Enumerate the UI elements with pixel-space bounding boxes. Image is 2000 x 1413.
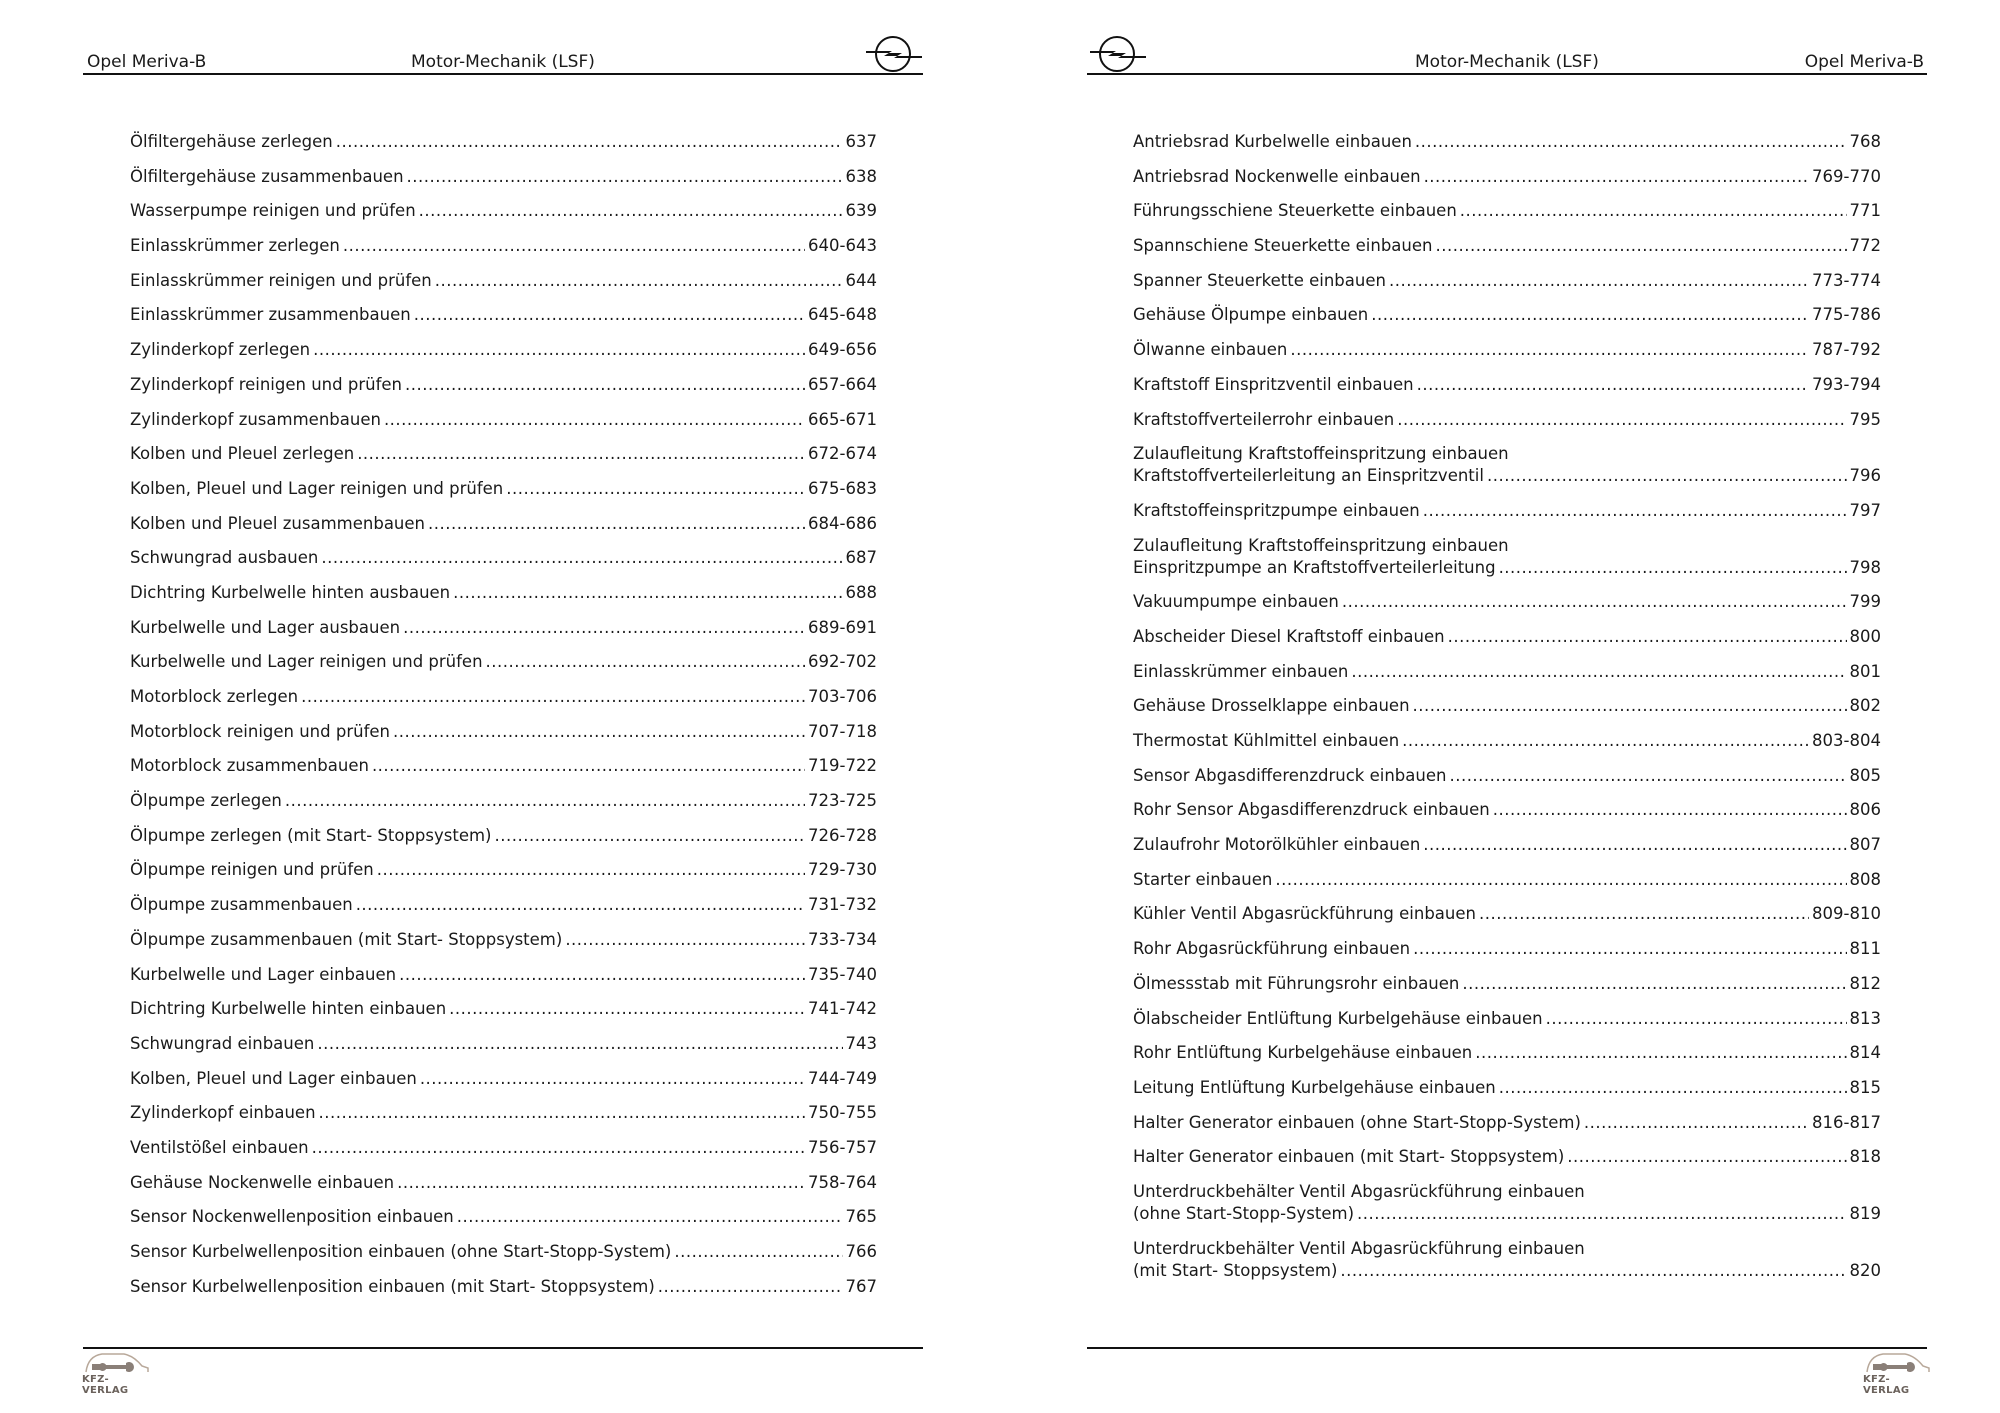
dot-leader bbox=[1462, 973, 1846, 995]
toc-entry-title: Ölfiltergehäuse zerlegen bbox=[130, 132, 333, 151]
toc-entry-pages: 802 bbox=[1849, 696, 1881, 716]
toc-entry-title: Gehäuse Nockenwelle einbauen bbox=[130, 1172, 395, 1192]
toc-entry[interactable] bbox=[1133, 166, 1881, 188]
toc-entry-title: Zylinderkopf zusammenbauen bbox=[130, 409, 381, 429]
toc-entry-title: Ölpumpe reinigen und prüfen bbox=[130, 860, 374, 880]
toc-entry-pages: 672-674 bbox=[808, 444, 877, 464]
toc-entry-title: Sensor Kurbelwellenposition einbauen (ohne Start-Stopp-System) bbox=[130, 1242, 672, 1261]
toc-entry-title: Einlasskrümmer zerlegen bbox=[130, 236, 340, 256]
toc-entry-title: Motorblock reinigen und prüfen bbox=[130, 721, 390, 741]
toc-entry[interactable] bbox=[1133, 903, 1881, 925]
toc-entry-pages: 644 bbox=[845, 270, 877, 290]
toc-entry-title: Ölfiltergehäuse zusammenbauen bbox=[130, 166, 404, 186]
toc-entry[interactable] bbox=[130, 235, 877, 257]
toc-entry[interactable] bbox=[1133, 270, 1881, 292]
header-model: Opel Meriva-B bbox=[87, 52, 207, 72]
toc-entry-pages: 818 bbox=[1849, 1147, 1881, 1167]
toc-entry-title-line1: Unterdruckbehälter Ventil Abgasrückführung einbauen bbox=[1133, 1238, 1585, 1258]
dot-leader bbox=[1371, 304, 1809, 326]
toc-entry[interactable] bbox=[130, 894, 877, 916]
dot-leader bbox=[453, 582, 842, 604]
toc-entry-title: Einlasskrümmer einbauen bbox=[1133, 661, 1349, 681]
dot-leader bbox=[357, 443, 805, 465]
toc-entry[interactable] bbox=[1133, 695, 1881, 717]
toc-entry-pages: 767 bbox=[845, 1276, 877, 1296]
dot-leader bbox=[486, 651, 806, 673]
toc-entry-pages: 819 bbox=[1849, 1203, 1881, 1223]
toc-entry[interactable] bbox=[130, 1033, 877, 1055]
dot-leader bbox=[1290, 339, 1809, 361]
toc-entry[interactable] bbox=[1133, 626, 1881, 648]
dot-leader bbox=[399, 964, 805, 986]
dot-leader bbox=[1423, 834, 1846, 856]
toc-entry-title: Kolben, Pleuel und Lager reinigen und prüfen bbox=[130, 478, 504, 498]
toc-entry-title: Kraftstoffverteilerrohr einbauen bbox=[1133, 409, 1395, 429]
dot-leader bbox=[403, 617, 805, 639]
dot-leader bbox=[495, 825, 806, 847]
toc-entry-title: (mit Start- Stoppsystem) bbox=[1133, 1260, 1338, 1280]
dot-leader bbox=[1584, 1112, 1809, 1134]
toc-entry-title: Zulaufrohr Motorölkühler einbauen bbox=[1133, 835, 1421, 855]
dot-leader bbox=[377, 859, 805, 881]
toc-entry-pages: 807 bbox=[1849, 835, 1881, 855]
toc-entry-pages: 808 bbox=[1849, 869, 1881, 889]
toc-entry-title: Zylinderkopf reinigen und prüfen bbox=[130, 374, 402, 394]
toc-entry[interactable] bbox=[130, 304, 877, 326]
toc-entry[interactable] bbox=[1133, 938, 1881, 960]
dot-leader bbox=[1423, 500, 1847, 522]
toc-entry[interactable] bbox=[130, 859, 877, 881]
dot-leader bbox=[321, 547, 842, 569]
toc-entry-pages: 640-643 bbox=[808, 236, 877, 256]
toc-entry[interactable] bbox=[130, 270, 877, 292]
kfz-verlag-logo: KFZ-VERLAG bbox=[82, 1350, 152, 1392]
toc-entry-pages: 649-656 bbox=[808, 340, 877, 360]
toc-entry-pages: 820 bbox=[1849, 1260, 1881, 1280]
dot-leader bbox=[428, 513, 805, 535]
toc-entry[interactable] bbox=[130, 825, 877, 847]
toc-entry-pages: 703-706 bbox=[808, 687, 877, 706]
toc-entry-title: Gehäuse Ölpumpe einbauen bbox=[1133, 305, 1369, 325]
toc-entry-title-line1: Unterdruckbehälter Ventil Abgasrückführung einbauen bbox=[1133, 1181, 1585, 1201]
dot-leader bbox=[393, 721, 805, 743]
toc-entry-title: Ölpumpe zerlegen (mit Start- Stoppsystem) bbox=[130, 825, 492, 845]
toc-entry[interactable] bbox=[1133, 1077, 1881, 1099]
toc-entry-title: Halter Generator einbauen (ohne Start-Stopp-System) bbox=[1133, 1112, 1581, 1132]
toc-entry-pages: 803-804 bbox=[1812, 731, 1881, 750]
toc-entry-title: Einspritzpumpe an Kraftstoffverteilerleitung bbox=[1133, 557, 1496, 577]
toc-entry-pages: 723-725 bbox=[808, 791, 877, 811]
kfz-verlag-logo: KFZ-VERLAG bbox=[1863, 1350, 1933, 1392]
toc-entry-title: Sensor Nockenwellenposition einbauen bbox=[130, 1207, 454, 1227]
toc-entry-title: Kurbelwelle und Lager ausbauen bbox=[130, 617, 401, 637]
opel-logo-icon bbox=[862, 34, 924, 74]
toc-entry-title: Einlasskrümmer reinigen und prüfen bbox=[130, 270, 432, 290]
toc-entry-pages: 798 bbox=[1849, 557, 1881, 577]
toc-entry[interactable] bbox=[130, 200, 877, 222]
toc-entry-title: Wasserpumpe reinigen und prüfen bbox=[130, 201, 416, 221]
toc-entry-title: Sensor Abgasdifferenzdruck einbauen bbox=[1133, 765, 1447, 785]
toc-entry-title-line1: Zulaufleitung Kraftstoffeinspritzung einbauen bbox=[1133, 444, 1509, 464]
toc-entry[interactable] bbox=[130, 1068, 877, 1090]
toc-entry[interactable] bbox=[1133, 443, 1881, 487]
toc-entry-title: Einlasskrümmer zusammenbauen bbox=[130, 305, 411, 325]
toc-entry[interactable] bbox=[130, 721, 877, 743]
dot-leader bbox=[506, 478, 805, 500]
toc-entry-pages: 814 bbox=[1849, 1043, 1881, 1063]
toc-entry-title: Ventilstößel einbauen bbox=[130, 1137, 309, 1157]
dot-leader bbox=[1275, 869, 1846, 891]
toc-entry[interactable] bbox=[1133, 409, 1881, 431]
dot-leader bbox=[658, 1276, 843, 1298]
toc-entry[interactable] bbox=[130, 790, 877, 812]
dot-leader bbox=[1413, 695, 1847, 717]
toc-entry[interactable] bbox=[130, 582, 877, 604]
toc-entry[interactable] bbox=[130, 374, 877, 396]
dot-leader bbox=[1448, 626, 1847, 648]
header-rule bbox=[83, 73, 923, 75]
toc-entry-pages: 815 bbox=[1849, 1077, 1881, 1097]
toc-entry-title: Ölmessstab mit Führungsrohr einbauen bbox=[1133, 973, 1460, 993]
toc-entry-pages: 692-702 bbox=[808, 652, 877, 672]
dot-leader bbox=[356, 894, 805, 916]
toc-entry-pages: 637 bbox=[845, 132, 877, 151]
dot-leader bbox=[285, 790, 805, 812]
toc-entry-pages: 733-734 bbox=[808, 929, 877, 949]
dot-leader bbox=[1499, 557, 1847, 579]
toc-entry-title: Schwungrad ausbauen bbox=[130, 548, 319, 568]
dot-leader bbox=[1487, 465, 1847, 487]
toc-entry-pages: 795 bbox=[1849, 409, 1881, 429]
toc-entry[interactable] bbox=[130, 686, 877, 708]
toc-entry[interactable] bbox=[1133, 1238, 1881, 1282]
toc-entry-pages: 719-722 bbox=[808, 756, 877, 776]
toc-entry-title: (ohne Start-Stopp-System) bbox=[1133, 1203, 1355, 1223]
toc-entry-title: Kühler Ventil Abgasrückführung einbauen bbox=[1133, 904, 1476, 924]
dot-leader bbox=[397, 1172, 805, 1194]
toc-entry-pages: 787-792 bbox=[1812, 340, 1881, 360]
right-page bbox=[1000, 0, 2000, 1413]
toc-entry-title-line1: Zulaufleitung Kraftstoffeinspritzung einbauen bbox=[1133, 535, 1509, 555]
toc-entry-pages: 766 bbox=[845, 1242, 877, 1261]
toc-entry-pages: 688 bbox=[845, 582, 877, 602]
toc-entry[interactable] bbox=[130, 998, 877, 1020]
toc-entry-pages: 638 bbox=[845, 166, 877, 186]
dot-leader bbox=[312, 1137, 805, 1159]
toc-entry[interactable] bbox=[1133, 235, 1881, 257]
toc-entry-title: Schwungrad einbauen bbox=[130, 1033, 315, 1053]
dot-leader bbox=[419, 200, 843, 222]
toc-entry[interactable] bbox=[130, 651, 877, 673]
opel-logo-icon bbox=[1086, 34, 1148, 74]
toc-entry-title: Ölpumpe zerlegen bbox=[130, 791, 282, 811]
toc-entry[interactable] bbox=[1133, 131, 1881, 153]
toc-entry-title: Ölwanne einbauen bbox=[1133, 340, 1288, 360]
toc-entry-pages: 809-810 bbox=[1812, 904, 1881, 924]
toc-entry-title: Ölpumpe zusammenbauen (mit Start- Stoppsystem) bbox=[130, 929, 563, 949]
toc-entry-title: Motorblock zerlegen bbox=[130, 687, 299, 706]
toc-entry[interactable] bbox=[1133, 834, 1881, 856]
toc-entry-title: Leitung Entlüftung Kurbelgehäuse einbauen bbox=[1133, 1077, 1496, 1097]
toc-entry-title: Antriebsrad Nockenwelle einbauen bbox=[1133, 166, 1421, 186]
dot-leader bbox=[1351, 661, 1846, 683]
dot-leader bbox=[1415, 131, 1847, 153]
dot-leader bbox=[384, 409, 805, 431]
toc-entry-title: Thermostat Kühlmittel einbauen bbox=[1133, 731, 1400, 750]
dot-leader bbox=[1424, 166, 1809, 188]
toc-entry[interactable] bbox=[130, 755, 877, 777]
dot-leader bbox=[313, 339, 805, 361]
toc-entry[interactable] bbox=[1133, 1112, 1881, 1134]
toc-entry[interactable] bbox=[1133, 765, 1881, 787]
toc-entry-pages: 743 bbox=[845, 1033, 877, 1053]
toc-entry[interactable] bbox=[130, 1137, 877, 1159]
toc-entry-pages: 657-664 bbox=[808, 374, 877, 394]
footer-rule bbox=[83, 1347, 923, 1349]
dot-leader bbox=[1546, 1008, 1847, 1030]
toc-entry-pages: 812 bbox=[1849, 973, 1881, 993]
header-section: Motor-Mechanik (LSF) bbox=[411, 52, 595, 72]
dot-leader bbox=[1479, 903, 1809, 925]
toc-entry-pages: 768 bbox=[1849, 132, 1881, 151]
toc-entry-title: Starter einbauen bbox=[1133, 869, 1273, 889]
toc-entry-pages: 758-764 bbox=[808, 1172, 877, 1192]
toc-entry[interactable] bbox=[130, 1241, 877, 1263]
toc-entry-pages: 799 bbox=[1849, 592, 1881, 612]
toc-entry[interactable] bbox=[1133, 1042, 1881, 1064]
header-rule bbox=[1087, 73, 1927, 75]
dot-leader bbox=[1460, 200, 1847, 222]
dot-leader bbox=[343, 235, 805, 257]
toc-entry-title: Zylinderkopf zerlegen bbox=[130, 340, 311, 360]
toc-entry-pages: 731-732 bbox=[808, 895, 877, 915]
dot-leader bbox=[449, 998, 805, 1020]
toc-entry-title: Rohr Entlüftung Kurbelgehäuse einbauen bbox=[1133, 1043, 1473, 1063]
toc-entry-title: Kraftstoffverteilerleitung an Einspritzventil bbox=[1133, 466, 1484, 486]
toc-entry-pages: 801 bbox=[1849, 661, 1881, 681]
toc-list bbox=[1133, 131, 1881, 1294]
dot-leader bbox=[1342, 591, 1847, 613]
toc-entry[interactable] bbox=[1133, 799, 1881, 821]
toc-entry-title: Motorblock zusammenbauen bbox=[130, 756, 369, 776]
dot-leader bbox=[1475, 1042, 1846, 1064]
toc-entry[interactable] bbox=[1133, 661, 1881, 683]
toc-entry-title: Kurbelwelle und Lager einbauen bbox=[130, 964, 397, 984]
dot-leader bbox=[317, 1033, 842, 1055]
toc-entry-title: Gehäuse Drosselklappe einbauen bbox=[1133, 696, 1410, 716]
toc-entry-pages: 741-742 bbox=[808, 999, 877, 1019]
toc-entry-pages: 772 bbox=[1849, 236, 1881, 256]
toc-entry-title: Vakuumpumpe einbauen bbox=[1133, 592, 1339, 612]
dot-leader bbox=[1417, 374, 1809, 396]
dot-leader bbox=[435, 270, 843, 292]
dot-leader bbox=[565, 929, 805, 951]
toc-entry-title: Kolben und Pleuel zerlegen bbox=[130, 444, 355, 464]
toc-entry-title: Halter Generator einbauen (mit Start- Stoppsystem) bbox=[1133, 1147, 1565, 1167]
toc-entry[interactable] bbox=[1133, 339, 1881, 361]
toc-entry[interactable] bbox=[130, 339, 877, 361]
dot-leader bbox=[1493, 799, 1847, 821]
toc-entry-pages: 793-794 bbox=[1812, 374, 1881, 394]
toc-entry-title: Sensor Kurbelwellenposition einbauen (mit Start- Stoppsystem) bbox=[130, 1276, 655, 1296]
toc-entry-title: Führungsschiene Steuerkette einbauen bbox=[1133, 201, 1457, 221]
toc-entry-pages: 707-718 bbox=[808, 721, 877, 741]
toc-entry-pages: 765 bbox=[845, 1207, 877, 1227]
dot-leader bbox=[1402, 730, 1809, 752]
toc-entry-title: Ölpumpe zusammenbauen bbox=[130, 895, 353, 915]
dot-leader bbox=[674, 1241, 842, 1263]
toc-entry-pages: 687 bbox=[845, 548, 877, 568]
toc-entry-title: Kolben und Pleuel zusammenbauen bbox=[130, 513, 425, 533]
toc-entry-pages: 816-817 bbox=[1812, 1112, 1881, 1132]
toc-entry-title: Abscheider Diesel Kraftstoff einbauen bbox=[1133, 626, 1445, 646]
dot-leader bbox=[319, 1102, 806, 1124]
toc-entry-title: Kolben, Pleuel und Lager einbauen bbox=[130, 1068, 417, 1088]
toc-entry[interactable] bbox=[130, 166, 877, 188]
toc-entry-pages: 744-749 bbox=[808, 1068, 877, 1088]
toc-entry-pages: 775-786 bbox=[1812, 305, 1881, 325]
toc-entry-pages: 729-730 bbox=[808, 860, 877, 880]
dot-leader bbox=[1389, 270, 1809, 292]
dot-leader bbox=[420, 1068, 805, 1090]
toc-entry[interactable] bbox=[130, 513, 877, 535]
dot-leader bbox=[1340, 1260, 1846, 1282]
dot-leader bbox=[1567, 1146, 1846, 1168]
toc-entry[interactable] bbox=[130, 929, 877, 951]
header-model: Opel Meriva-B bbox=[1804, 52, 1924, 72]
toc-entry[interactable] bbox=[1133, 591, 1881, 613]
dot-leader bbox=[407, 166, 843, 188]
toc-entry-pages: 769-770 bbox=[1812, 166, 1881, 186]
toc-entry[interactable] bbox=[1133, 374, 1881, 396]
dot-leader bbox=[1449, 765, 1846, 787]
toc-entry-pages: 665-671 bbox=[808, 409, 877, 429]
toc-entry[interactable] bbox=[130, 1172, 877, 1194]
toc-entry[interactable] bbox=[1133, 730, 1881, 752]
toc-entry-pages: 800 bbox=[1849, 626, 1881, 646]
toc-entry[interactable] bbox=[1133, 1146, 1881, 1168]
toc-entry-pages: 735-740 bbox=[808, 964, 877, 984]
toc-entry-pages: 773-774 bbox=[1812, 270, 1881, 290]
dot-leader bbox=[372, 755, 805, 777]
toc-entry-pages: 684-686 bbox=[808, 513, 877, 533]
dot-leader bbox=[1413, 938, 1846, 960]
toc-entry-pages: 796 bbox=[1849, 466, 1881, 486]
toc-entry[interactable] bbox=[130, 478, 877, 500]
toc-entry-pages: 771 bbox=[1849, 201, 1881, 221]
toc-entry[interactable] bbox=[130, 964, 877, 986]
dot-leader bbox=[457, 1206, 843, 1228]
toc-entry-title: Kraftstoff Einspritzventil einbauen bbox=[1133, 374, 1414, 394]
toc-list bbox=[130, 131, 877, 1310]
toc-entry[interactable] bbox=[130, 1206, 877, 1228]
toc-entry[interactable] bbox=[1133, 973, 1881, 995]
toc-entry-pages: 726-728 bbox=[808, 825, 877, 845]
toc-entry[interactable] bbox=[130, 547, 877, 569]
toc-entry-pages: 806 bbox=[1849, 800, 1881, 820]
toc-entry-pages: 675-683 bbox=[808, 478, 877, 498]
dot-leader bbox=[301, 686, 805, 708]
header-section: Motor-Mechanik (LSF) bbox=[1415, 52, 1599, 72]
toc-entry[interactable] bbox=[130, 617, 877, 639]
toc-entry[interactable] bbox=[1133, 1008, 1881, 1030]
toc-entry-title: Dichtring Kurbelwelle hinten ausbauen bbox=[130, 582, 451, 602]
toc-entry[interactable] bbox=[1133, 869, 1881, 891]
toc-entry-pages: 645-648 bbox=[808, 305, 877, 325]
toc-entry-pages: 813 bbox=[1849, 1008, 1881, 1028]
dot-leader bbox=[1397, 409, 1846, 431]
toc-entry[interactable] bbox=[1133, 200, 1881, 222]
toc-entry[interactable] bbox=[1133, 1181, 1881, 1225]
toc-entry-title: Kurbelwelle und Lager reinigen und prüfen bbox=[130, 652, 483, 672]
toc-entry-title: Kraftstoffeinspritzpumpe einbauen bbox=[1133, 500, 1420, 520]
toc-entry-pages: 811 bbox=[1849, 939, 1881, 959]
toc-entry-title: Rohr Abgasrückführung einbauen bbox=[1133, 939, 1411, 959]
toc-entry[interactable] bbox=[130, 1102, 877, 1124]
toc-entry[interactable] bbox=[1133, 535, 1881, 579]
dot-leader bbox=[405, 374, 805, 396]
dot-leader bbox=[1499, 1077, 1847, 1099]
toc-entry-pages: 805 bbox=[1849, 765, 1881, 785]
dot-leader bbox=[1357, 1203, 1846, 1225]
toc-entry-pages: 750-755 bbox=[808, 1103, 877, 1123]
toc-entry[interactable] bbox=[130, 409, 877, 431]
toc-entry-pages: 689-691 bbox=[808, 617, 877, 637]
toc-entry-pages: 797 bbox=[1849, 500, 1881, 520]
toc-entry-pages: 756-757 bbox=[808, 1137, 877, 1157]
dot-leader bbox=[336, 131, 843, 153]
toc-entry[interactable] bbox=[130, 1276, 877, 1298]
toc-entry[interactable] bbox=[1133, 500, 1881, 522]
toc-entry-title: Antriebsrad Kurbelwelle einbauen bbox=[1133, 132, 1412, 151]
dot-leader bbox=[1435, 235, 1846, 257]
toc-entry[interactable] bbox=[130, 443, 877, 465]
toc-entry-title: Rohr Sensor Abgasdifferenzdruck einbauen bbox=[1133, 800, 1490, 820]
dot-leader bbox=[414, 304, 805, 326]
toc-entry-pages: 639 bbox=[845, 201, 877, 221]
toc-entry-title: Dichtring Kurbelwelle hinten einbauen bbox=[130, 999, 447, 1019]
toc-entry-title: Spannschiene Steuerkette einbauen bbox=[1133, 236, 1433, 256]
footer-rule bbox=[1087, 1347, 1927, 1349]
toc-entry-title: Ölabscheider Entlüftung Kurbelgehäuse einbauen bbox=[1133, 1008, 1543, 1028]
toc-entry-title: Spanner Steuerkette einbauen bbox=[1133, 270, 1386, 290]
toc-entry-title: Zylinderkopf einbauen bbox=[130, 1103, 316, 1123]
toc-entry[interactable] bbox=[130, 131, 877, 153]
toc-entry[interactable] bbox=[1133, 304, 1881, 326]
